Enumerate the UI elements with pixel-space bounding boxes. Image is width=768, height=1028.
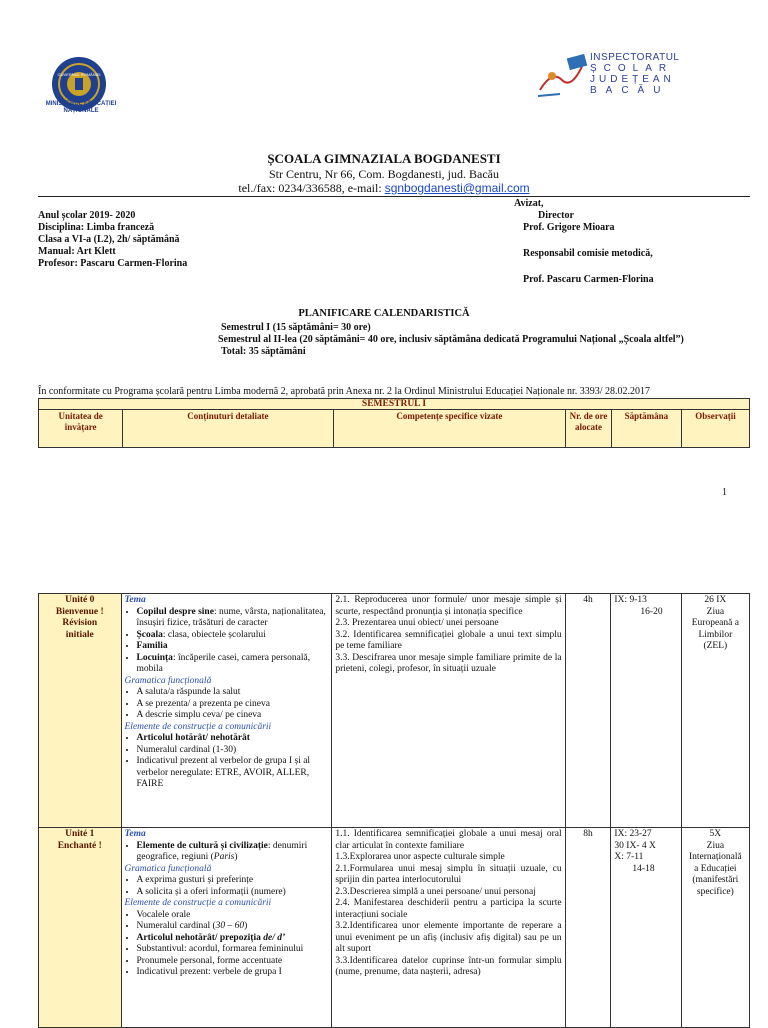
- inspectorate-logo: [532, 50, 592, 100]
- approval-block: [514, 198, 750, 286]
- list-item: • A solicita și a oferi informații (numere): [137, 887, 329, 899]
- week-line: IX: 9-13: [614, 595, 647, 605]
- col-header-content: Conținuturi detaliate: [123, 410, 333, 448]
- obs-line: Europeană a: [691, 618, 739, 628]
- avizat-label: Avizat,: [514, 198, 544, 209]
- content-cell: [121, 594, 332, 828]
- ministry-text: MINISTERUL EDUCAȚIEI NAȚIONALE: [45, 101, 117, 114]
- elem-label: Elemente de construcție a comunicării: [124, 721, 272, 732]
- list-item: • Copilul despre sine: nume, vârsta, naționalitatea, însușiri fizice, trăsături de caracter: [137, 607, 329, 630]
- list-item: • A saluta/a răspunde la salut: [137, 687, 329, 699]
- list-item: • A descrie simplu ceva/ pe cineva: [137, 710, 329, 722]
- observations-cell: [681, 594, 749, 828]
- week-line: 16-20: [640, 606, 663, 617]
- weeks-cell: [611, 828, 681, 1028]
- contact-text: tel./fax: 0234/336588, e-mail:: [238, 181, 385, 195]
- gram-label: Gramatica funcțională: [124, 675, 212, 686]
- tema-label: Tema: [124, 595, 146, 605]
- email-link[interactable]: sgnbogdanesti@gmail.com: [384, 181, 530, 195]
- semester-header-table: [38, 398, 750, 448]
- tema-label: Tema: [124, 829, 146, 839]
- week-line: X: 7-11: [614, 852, 644, 862]
- list-item: • A exprima gusturi și preferințe: [137, 875, 329, 887]
- school-name: ȘCOALA GIMNAZIALA BOGDANESTI: [267, 151, 501, 166]
- inspectorate-line: ȘCOLAR: [590, 63, 674, 74]
- competence-item: 1.3.Explorarea unor aspecte culturale simple: [335, 852, 505, 862]
- elem-label: Elemente de construcție a comunicării: [124, 898, 272, 908]
- unit-title-line: initiale: [65, 629, 94, 640]
- sem1-text: Semestrul I (15 săptămâni= 30 ore): [221, 322, 371, 333]
- header-divider: [38, 196, 750, 197]
- table-row: [39, 594, 750, 828]
- unit-title-line: Unité 1: [65, 829, 95, 839]
- units-table: [38, 593, 750, 1028]
- list-item: • Școala: clasa, obiectele școlarului: [137, 630, 329, 642]
- unit-title-cell: [39, 594, 122, 828]
- inspectorate-text: [590, 52, 680, 96]
- responsabil-name: Prof. Pascaru Carmen-Florina: [523, 274, 654, 285]
- school-contact: [0, 181, 768, 196]
- col-header-unit: Unitatea de învățare: [39, 410, 123, 448]
- week-line: 14-18: [632, 863, 655, 874]
- list-item: • Numeralul cardinal (1-30): [137, 745, 329, 757]
- col-header-observations: Observații: [681, 410, 749, 448]
- obs-line: Ziua: [706, 606, 725, 617]
- inspectorate-line: JUDEȚEAN: [590, 74, 675, 85]
- list-item: • Articolul nehotărât/ prepoziția de/ d’: [137, 933, 329, 945]
- unit-title-line: Enchanté !: [57, 840, 102, 851]
- info-manual: Manual: Art Klett: [38, 246, 116, 257]
- competences-cell: [332, 828, 565, 1028]
- hours-cell: 4h: [565, 594, 611, 828]
- gram-label: Gramatica funcțională: [124, 863, 212, 874]
- list-item: • Locuința: încăperile casei, camera personală, mobila: [137, 653, 329, 676]
- responsabil-label: Responsabil comisie metodică,: [523, 248, 653, 259]
- planning-title: PLANIFICARE CALENDARISTICĂ: [298, 308, 470, 319]
- inspectorate-line: BACĂU: [590, 85, 670, 96]
- competence-item: 2.1. Reproducerea unor formule/ unor mesaje simple și scurte, respectând pronunția și intonația specifice: [335, 595, 562, 617]
- list-item: • Familia: [137, 641, 329, 653]
- total-text: Total: 35 săptămâni: [221, 346, 306, 357]
- director-name: Prof. Grigore Mioara: [523, 222, 615, 233]
- obs-line: 5X: [709, 829, 722, 839]
- list-item: • A se prezenta/ a prezenta pe cineva: [137, 699, 329, 711]
- unit-title-cell: [39, 828, 122, 1028]
- list-item: • Articolul hotărât/ nehotărât: [137, 733, 329, 745]
- competence-item: 3.2. Identificarea semnificației globale a unui text simplu pe teme familiare: [335, 629, 562, 651]
- inspectorate-line: INSPECTORATUL: [590, 52, 680, 63]
- competence-item: 2.4. Manifestarea deschiderii pentru a participa la scurte interacțiuni sociale: [335, 898, 562, 920]
- page-number: 1: [722, 487, 727, 498]
- info-year: Anul școlar 2019- 2020: [38, 210, 136, 221]
- obs-line: Limbilor: [698, 629, 733, 640]
- list-item: • Vocalele orale: [137, 910, 329, 922]
- col-header-competences: Competențe specifice vizate: [333, 410, 566, 448]
- col-header-hours: Nr. de ore alocate: [566, 410, 612, 448]
- info-discipline: Disciplina: Limba franceză: [38, 222, 155, 233]
- obs-line: Internațională: [688, 852, 742, 862]
- table-row: [39, 828, 750, 1028]
- info-class: Clasa a VI-a (L2), 2h/ săptămână: [38, 234, 180, 245]
- unit-title-line: Bienvenue !: [55, 606, 104, 617]
- semester-label: SEMESTRUL I: [39, 399, 750, 410]
- week-line: 30 IX- 4 X: [614, 840, 656, 851]
- competences-cell: [332, 594, 565, 828]
- list-item: • Indicativul prezent: verbele de grupa I: [137, 967, 329, 979]
- competence-item: 1.1. Identificarea semnificației globale a unui mesaj oral clar articulat în contexte familiare: [335, 829, 562, 851]
- content-cell: [121, 828, 332, 1028]
- obs-line: Ziua: [706, 840, 725, 851]
- competence-item: 3.3.Identificarea datelor cuprinse într-un formular simplu (nume, prenume, data nașterii, adresa): [335, 955, 562, 977]
- week-line: IX: 23-27: [614, 829, 652, 839]
- sem2-text: Semestrul al II-lea (20 săptămâni= 40 ore, inclusiv săptămâna dedicată Programului Național „Școala altfel”): [218, 334, 684, 345]
- director-label: Director: [538, 210, 574, 221]
- obs-line: specifice): [696, 886, 734, 897]
- book-figure-icon: [532, 50, 592, 100]
- list-item: • Indicativul prezent al verbelor de grupa I și al verbelor neregulate: ETRE, AVOIR, ALLER, FAIRE: [137, 756, 329, 791]
- obs-line: 26 IX: [704, 595, 727, 605]
- obs-line: (manifestări: [692, 875, 739, 885]
- course-info: [38, 210, 338, 270]
- observations-cell: [681, 828, 749, 1028]
- planning-semesters: [218, 322, 758, 358]
- hours-cell: 8h: [565, 828, 611, 1028]
- obs-line: (ZEL): [703, 641, 728, 651]
- unit-title-line: Révision: [62, 618, 98, 628]
- weeks-cell: [611, 594, 681, 828]
- ministry-seal-text: GUVERNUL ROMÂNIEI: [57, 72, 101, 77]
- competence-item: 3.2.Identificarea unor elemente importante de reperare a unui eveniment pe un afiș (inclusiv afiș digital) sau pe un alt suport: [335, 921, 562, 954]
- info-professor: Profesor: Pascaru Carmen-Florina: [38, 258, 188, 269]
- list-item: • Elemente de cultură și civilizație: denumiri geografice, regiuni (Paris): [137, 841, 329, 864]
- competence-item: 2.3.Descrierea simplă a unei persoane/ unui personaj: [335, 886, 536, 897]
- competence-item: 3.3. Descifrarea unor mesaje simple familiare primite de la prieteni, colegi, profesor, în situații uzuale: [335, 652, 562, 674]
- conformity-text: În conformitate cu Programa școlară pentru Limba modernă 2, aprobată prin Anexa nr. 2 la Ordinul Ministrului Educației Naționale nr. 3393/ 28.02.2017: [38, 386, 651, 397]
- school-address: Str Centru, Nr 66, Com. Bogdanesti, jud. Bacău: [269, 167, 499, 181]
- list-item: • Pronumele personal, forme accentuate: [137, 956, 329, 968]
- list-item: • Substantivul: acordul, formarea femininului: [137, 944, 329, 956]
- competence-item: 2.1.Formularea unui mesaj simplu în situații uzuale, cu sprijin din partea interlocutorului: [335, 863, 562, 885]
- unit-title-line: Unité 0: [65, 595, 95, 605]
- list-item: • Numeralul cardinal (30 – 60): [137, 921, 329, 933]
- obs-line: a Educației: [694, 863, 737, 874]
- col-header-week: Săptămâna: [611, 410, 681, 448]
- competence-item: 2.3. Prezentarea unui obiect/ unei persoane: [335, 618, 499, 628]
